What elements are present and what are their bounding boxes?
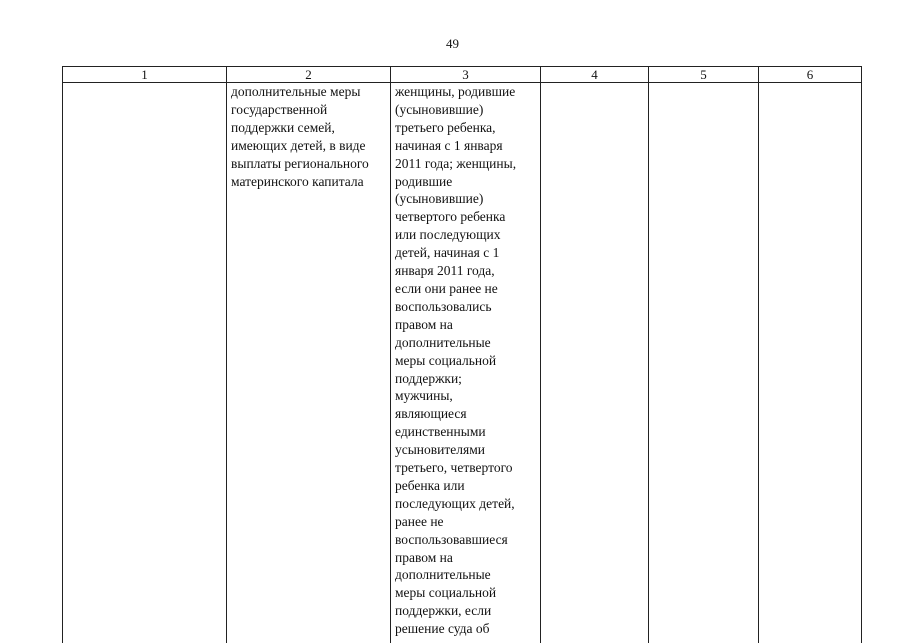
measure-description-line: материнского капитала [231,173,386,191]
recipient-categories [395,83,536,638]
measure-description-line: имеющих детей, в виде [231,137,386,155]
recipient-categories-line: последующих детей, [395,495,536,513]
measure-description-line: выплаты регионального [231,155,386,173]
cell-col5 [649,83,759,643]
table-row [63,83,862,643]
recipient-categories-line: поддержки, если [395,602,536,620]
column-header-5: 5 [649,67,759,83]
page-number: 49 [0,36,905,52]
recipient-categories-line: усыновителями [395,441,536,459]
recipient-categories-line: меры социальной [395,352,536,370]
column-header-3: 3 [391,67,541,83]
recipient-categories-line: третьего, четвертого [395,459,536,477]
recipient-categories-line: женщины, родившие [395,83,536,101]
recipient-categories-line: правом на [395,549,536,567]
cell-col4 [541,83,649,643]
recipient-categories-line: дополнительные [395,566,536,584]
recipient-categories-line: или последующих [395,226,536,244]
recipient-categories-line: 2011 года; женщины, [395,155,536,173]
recipient-categories-line: (усыновившие) [395,101,536,119]
recipient-categories-line: начиная с 1 января [395,137,536,155]
document-table [62,66,862,643]
recipient-categories-line: единственными [395,423,536,441]
measure-description-line: государственной [231,101,386,119]
measure-description-line: поддержки семей, [231,119,386,137]
recipient-categories-line: января 2011 года, [395,262,536,280]
recipient-categories-line: если они ранее не [395,280,536,298]
cell-col3 [391,83,541,643]
recipient-categories-line: являющиеся [395,405,536,423]
column-header-6: 6 [759,67,862,83]
recipient-categories-line: ранее не [395,513,536,531]
recipient-categories-line: детей, начиная с 1 [395,244,536,262]
recipient-categories-line: четвертого ребенка [395,208,536,226]
recipient-categories-line: поддержки; [395,370,536,388]
recipient-categories-line: родившие [395,173,536,191]
recipient-categories-line: воспользовались [395,298,536,316]
recipient-categories-line: решение суда об [395,620,536,638]
recipient-categories-line: ребенка или [395,477,536,495]
table-header-row [63,67,862,83]
cell-col2 [227,83,391,643]
column-header-2: 2 [227,67,391,83]
cell-col1 [63,83,227,643]
column-header-4: 4 [541,67,649,83]
recipient-categories-line: (усыновившие) [395,190,536,208]
recipient-categories-line: воспользовавшиеся [395,531,536,549]
cell-col6 [759,83,862,643]
recipient-categories-line: правом на [395,316,536,334]
recipient-categories-line: дополнительные [395,334,536,352]
recipient-categories-line: мужчины, [395,387,536,405]
column-header-1: 1 [63,67,227,83]
recipient-categories-line: меры социальной [395,584,536,602]
measure-description [231,83,386,190]
measure-description-line: дополнительные меры [231,83,386,101]
recipient-categories-line: третьего ребенка, [395,119,536,137]
